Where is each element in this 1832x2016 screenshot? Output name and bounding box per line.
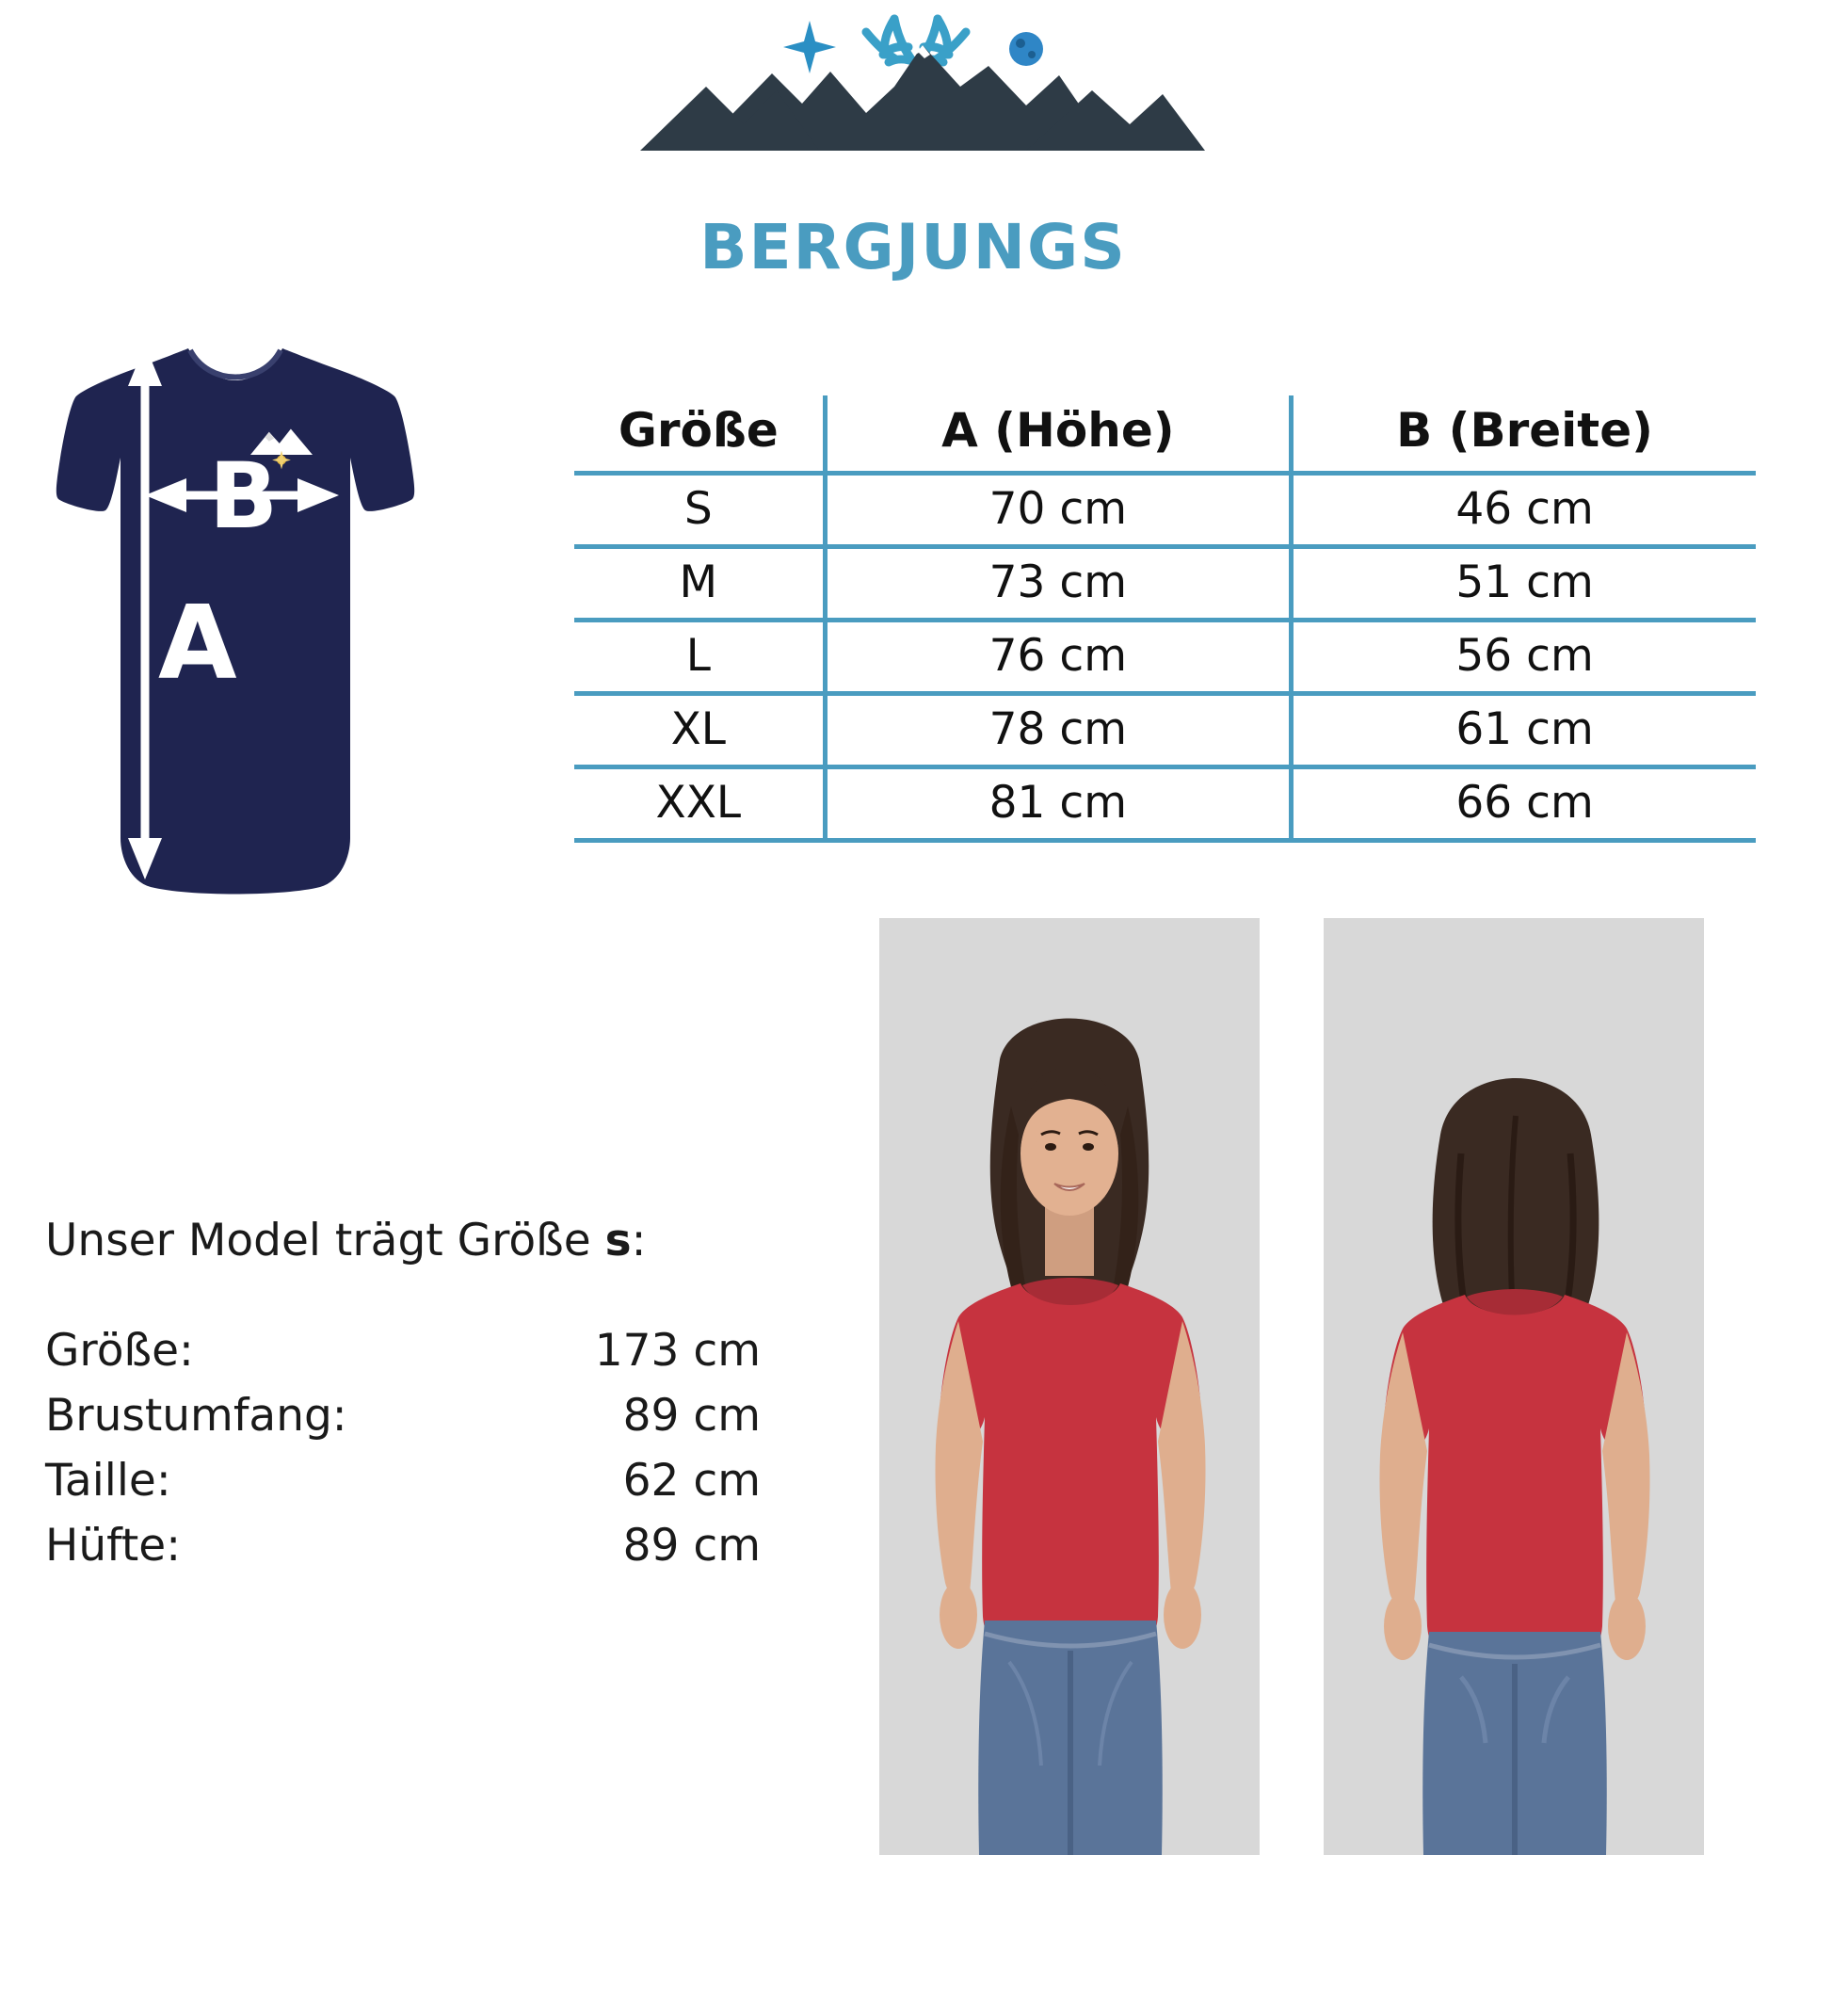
tshirt-measurement-diagram [47, 311, 537, 951]
table-row [574, 474, 1756, 547]
cell-size: L [574, 621, 825, 694]
measurement-label: Taille: [45, 1455, 171, 1507]
measurement-value: 62 cm [622, 1455, 761, 1507]
cell-width: 61 cm [1292, 694, 1756, 767]
cell-width: 46 cm [1292, 474, 1756, 547]
measurement-row [45, 1325, 761, 1377]
table-row [574, 694, 1756, 767]
model-wears-prefix: Unser Model trägt Größe [45, 1215, 605, 1266]
model-info-block [45, 1215, 817, 1585]
header-width: B (Breite) [1292, 395, 1756, 474]
measurement-value: 173 cm [594, 1325, 761, 1377]
measurement-value: 89 cm [622, 1390, 761, 1442]
sparkle-icon [783, 21, 836, 73]
cell-size: M [574, 547, 825, 621]
table-row [574, 547, 1756, 621]
measurement-label: Brustumfang: [45, 1390, 347, 1442]
cell-width: 51 cm [1292, 547, 1756, 621]
model-wears-line [45, 1215, 817, 1266]
cell-height: 78 cm [825, 694, 1292, 767]
header-size: Größe [574, 395, 825, 474]
brand-logo-block [584, 0, 1243, 282]
cell-height: 70 cm [825, 474, 1292, 547]
model-photo-back [1324, 918, 1704, 1855]
height-label: A [158, 585, 237, 702]
size-chart-table [574, 395, 1756, 843]
measurement-value: 89 cm [622, 1520, 761, 1572]
cell-height: 73 cm [825, 547, 1292, 621]
measurement-row [45, 1390, 761, 1442]
table-row [574, 767, 1756, 841]
moon-icon [1009, 32, 1043, 66]
model-wears-size: s [604, 1215, 632, 1266]
measurement-label: Hüfte: [45, 1520, 182, 1572]
cell-height: 76 cm [825, 621, 1292, 694]
cell-height: 81 cm [825, 767, 1292, 841]
measurement-row [45, 1520, 761, 1572]
width-label: B [209, 444, 279, 549]
cell-size: XXL [574, 767, 825, 841]
table-row [574, 621, 1756, 694]
measurement-label: Größe: [45, 1325, 194, 1377]
cell-size: S [574, 474, 825, 547]
cell-width: 66 cm [1292, 767, 1756, 841]
model-wears-suffix: : [631, 1215, 647, 1266]
model-photo-front [879, 918, 1260, 1855]
header-height: A (Höhe) [825, 395, 1292, 474]
measurement-row [45, 1455, 761, 1507]
cell-size: XL [574, 694, 825, 767]
mountain-logo-icon [584, 0, 1243, 217]
cell-width: 56 cm [1292, 621, 1756, 694]
brand-name: BERGJUNGS [699, 211, 1127, 283]
table-header-row [574, 395, 1756, 474]
